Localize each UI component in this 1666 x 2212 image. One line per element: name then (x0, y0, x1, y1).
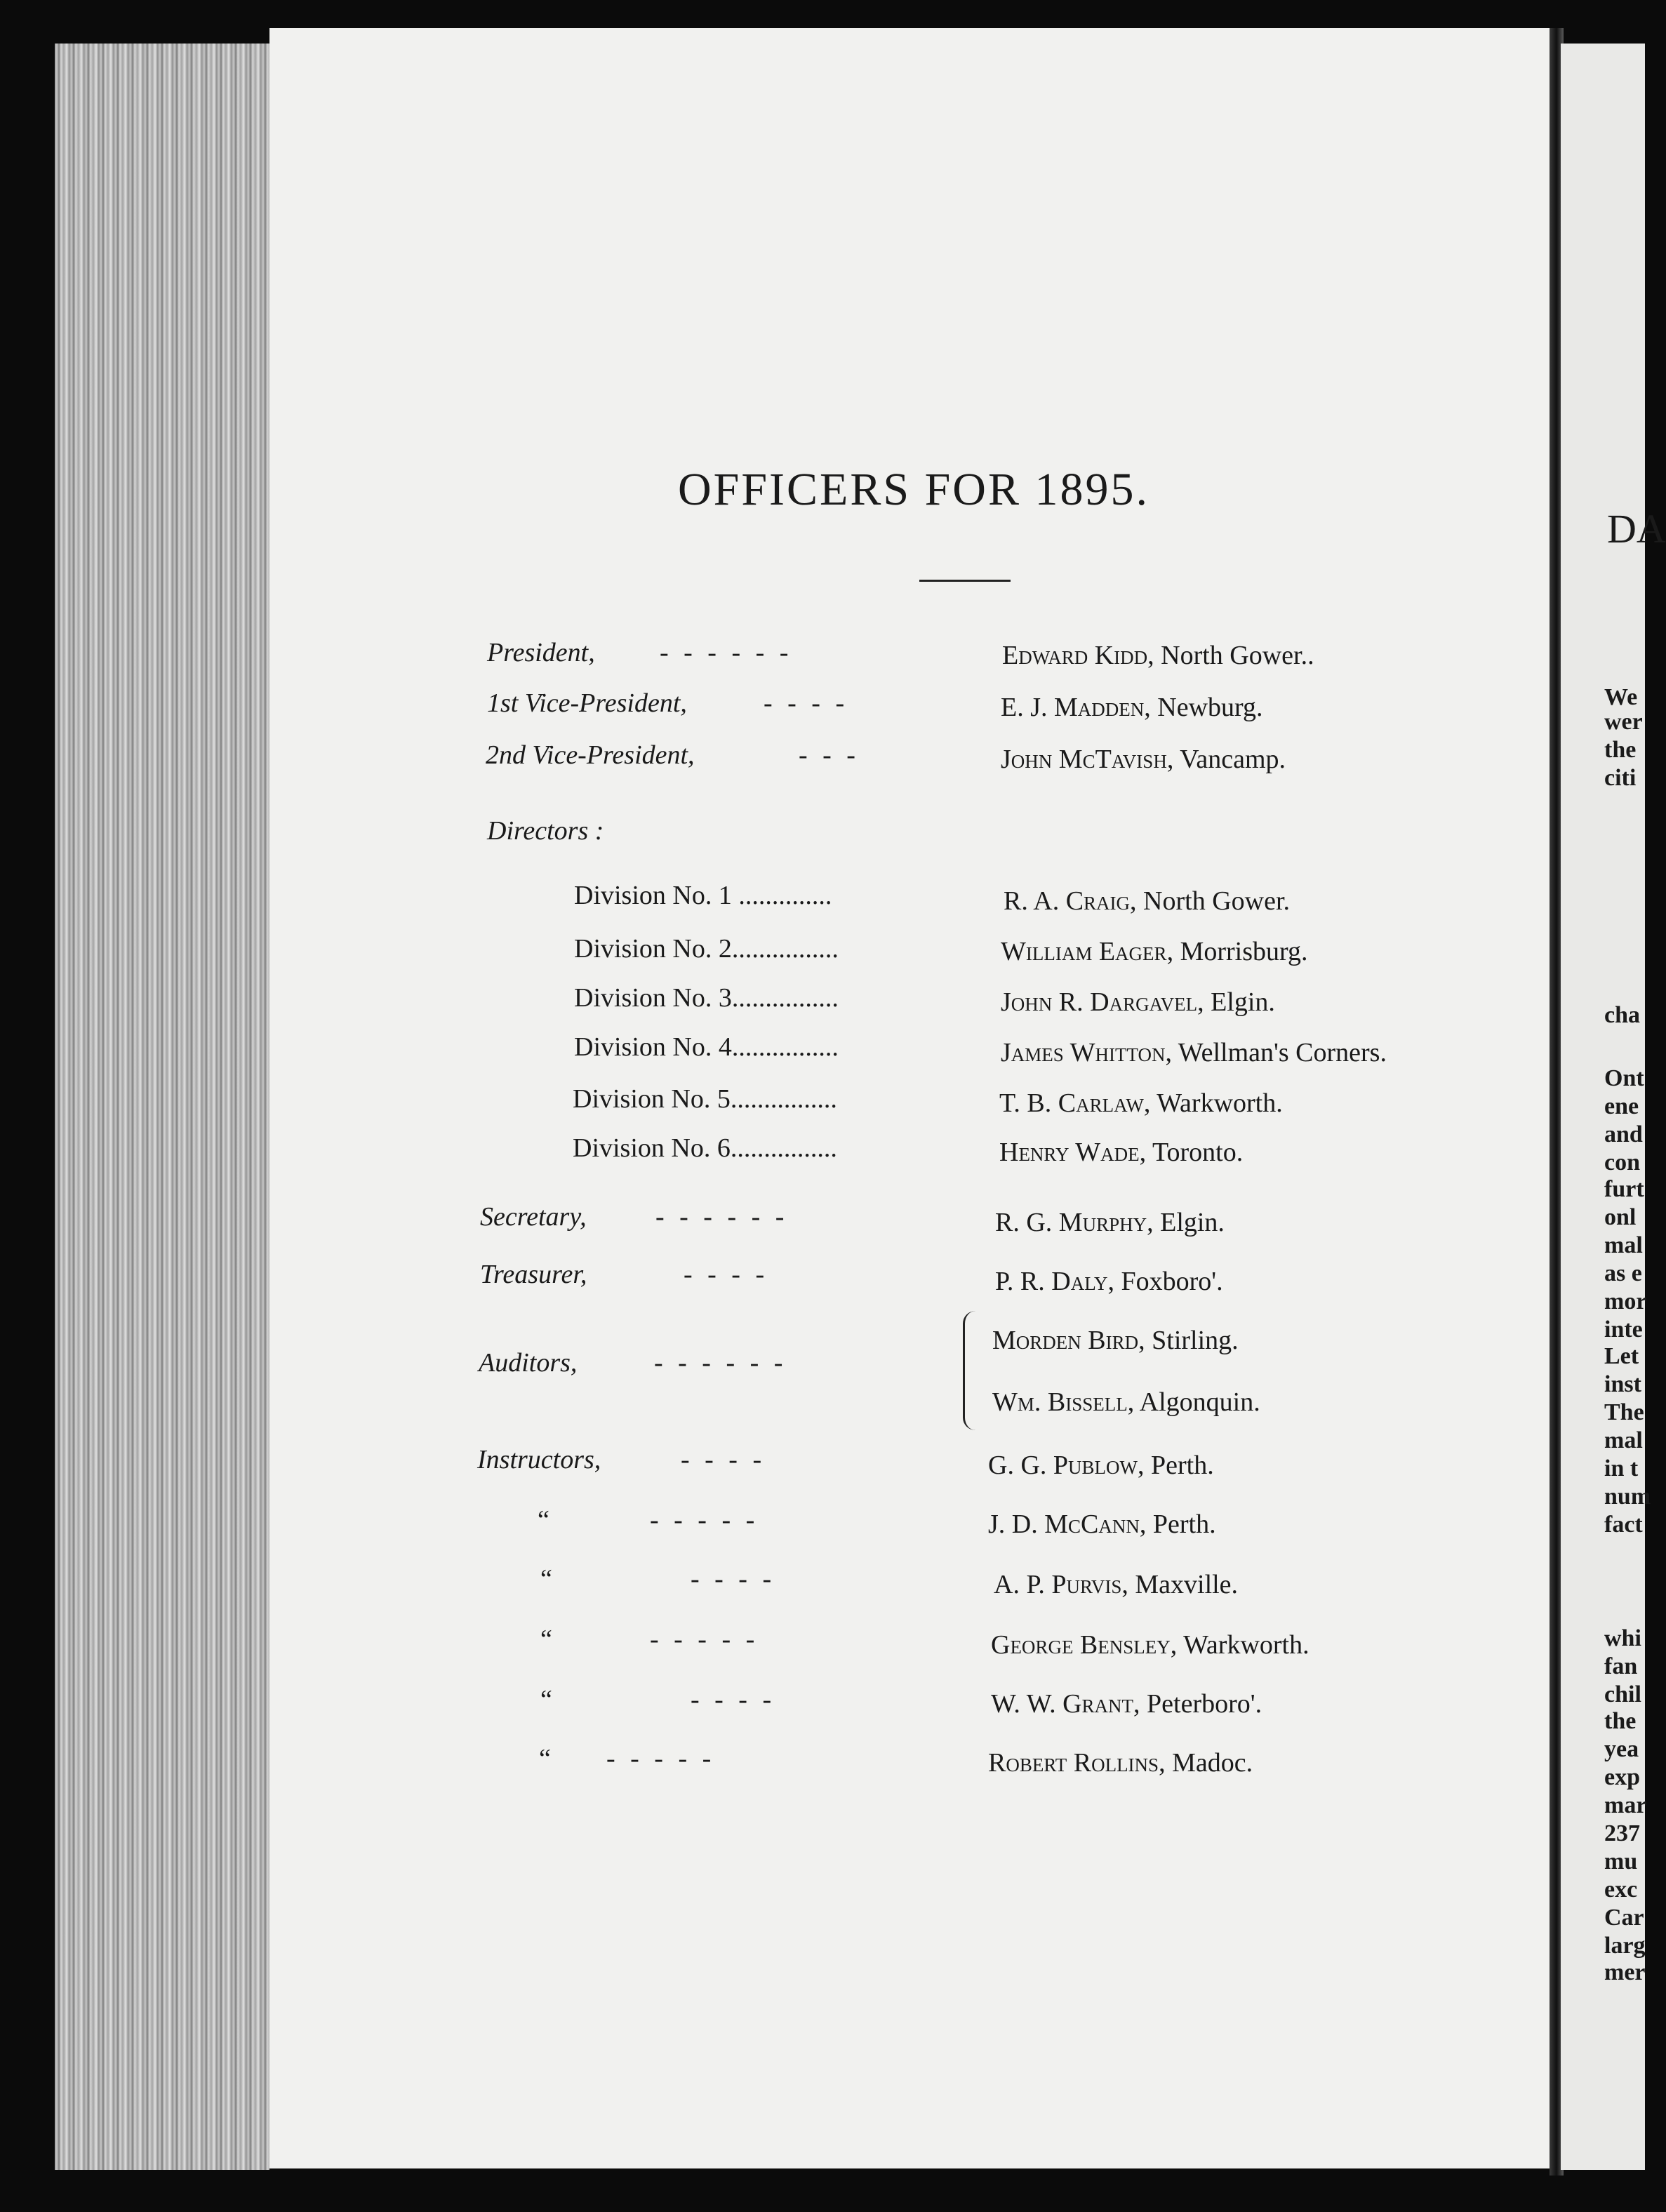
officer-row-secretary (480, 1201, 789, 1232)
leader-dashes: - - - - - (650, 1625, 759, 1654)
leader-dashes: - - - - - (650, 1505, 759, 1535)
facing-page-line: mar (1604, 1792, 1647, 1818)
instructor-name: J. D. McCann, Perth. (988, 1510, 1216, 1539)
role-label: President, (487, 638, 595, 667)
auditor-name: Wm. Bissell, Algonquin. (992, 1387, 1260, 1417)
instructor-row (540, 1624, 759, 1655)
instructor-name: Robert Rollins, Madoc. (988, 1748, 1253, 1778)
director-name: William Eager, Morrisburg. (1001, 937, 1308, 966)
instructor-row (540, 1684, 776, 1715)
director-row: Division No. 2................ (574, 934, 839, 964)
instructor-name: G. G. Publow, Perth. (988, 1451, 1214, 1480)
officer-name: E. J. Madden, Newburg. (1001, 693, 1263, 722)
facing-page-line: onl (1604, 1204, 1637, 1230)
facing-page-line: con (1604, 1150, 1640, 1175)
facing-page-line: in t (1604, 1455, 1639, 1481)
officer-row-president (487, 637, 793, 668)
instructor-name: W. W. Grant, Peterboro'. (991, 1689, 1262, 1719)
director-row: Division No. 5................ (573, 1084, 837, 1114)
facing-page-line: mu (1604, 1848, 1638, 1874)
director-row: Division No. 1 .............. (574, 881, 832, 910)
role-label: 1st Vice-President, (487, 688, 687, 718)
facing-page-line: the (1604, 737, 1637, 763)
instructor-row (540, 1564, 776, 1594)
facing-page-line: chil (1604, 1681, 1641, 1707)
facing-page-line: inst (1604, 1371, 1641, 1397)
leader-dashes: - - - - - - (654, 1348, 787, 1378)
facing-page-line: citi (1604, 765, 1637, 791)
auditor-name: Morden Bird, Stirling. (992, 1326, 1239, 1355)
leader-dashes: - - - - - - (660, 638, 793, 667)
officer-name: Edward Kidd, North Gower.. (1002, 641, 1314, 670)
ditto-mark: “ (539, 1744, 551, 1773)
facing-page-line: as e (1604, 1260, 1642, 1286)
facing-page-line: yea (1604, 1736, 1639, 1762)
facing-page-line: mor (1604, 1288, 1647, 1314)
facing-page-line: Let (1604, 1343, 1639, 1369)
facing-page-line: wer (1604, 709, 1643, 735)
facing-page-line: cha (1604, 1002, 1640, 1028)
ditto-mark: “ (540, 1625, 552, 1654)
leader-dashes: - - - - - (606, 1744, 716, 1773)
facing-page-line: mer (1604, 1959, 1646, 1985)
director-row: Division No. 4................ (574, 1032, 839, 1062)
facing-page-line: exp (1604, 1764, 1640, 1790)
role-label: Auditors, (479, 1348, 578, 1378)
facing-page-title: DA (1607, 506, 1666, 552)
facing-page-line: The (1604, 1399, 1644, 1425)
page-title: OFFICERS FOR 1895. (677, 464, 1149, 515)
director-name: James Whitton, Wellman's Corners. (1001, 1038, 1387, 1067)
facing-page-line: ene (1604, 1093, 1639, 1119)
officer-row-auditors (479, 1347, 787, 1378)
instructor-name: A. P. Purvis, Maxville. (994, 1570, 1239, 1599)
facing-page-line: exc (1604, 1877, 1638, 1903)
officer-name: John McTavish, Vancamp. (1001, 745, 1286, 774)
director-row: Division No. 3................ (574, 983, 839, 1013)
facing-page-line: fan (1604, 1653, 1638, 1679)
officer-name: P. R. Daly, Foxboro'. (995, 1267, 1223, 1296)
facing-page-line: furt (1604, 1176, 1644, 1202)
leader-dashes: - - - - - - (655, 1202, 789, 1232)
facing-page-line: 237 (1604, 1820, 1640, 1846)
leader-dashes: - - - (799, 740, 860, 770)
facing-page-line: Ont (1604, 1065, 1644, 1091)
book-page-edge (55, 44, 269, 2170)
facing-page-line: We (1604, 684, 1638, 710)
role-label: Instructors, (477, 1445, 601, 1474)
facing-page-line: mal (1604, 1232, 1643, 1258)
role-label: Secretary, (480, 1202, 587, 1232)
leader-dashes: - - - - (691, 1564, 776, 1594)
director-name: T. B. Carlaw, Warkworth. (999, 1088, 1283, 1118)
facing-page-line: the (1604, 1708, 1637, 1734)
officer-row-treasurer (480, 1259, 769, 1290)
facing-page-line: num (1604, 1484, 1651, 1510)
director-name: John R. Dargavel, Elgin. (1001, 987, 1275, 1017)
director-row: Division No. 6................ (573, 1133, 837, 1163)
facing-page-line: fact (1604, 1512, 1643, 1538)
instructor-name: George Bensley, Warkworth. (991, 1630, 1310, 1660)
ditto-mark: “ (540, 1564, 552, 1594)
role-label: Treasurer, (480, 1260, 587, 1289)
facing-page-line: and (1604, 1121, 1643, 1147)
officer-row-vice-president-1 (487, 688, 849, 719)
leader-dashes: - - - - (681, 1445, 766, 1474)
leader-dashes: - - - - (684, 1260, 769, 1289)
role-label: 2nd Vice-President, (486, 740, 695, 770)
instructor-row (538, 1505, 759, 1535)
leader-dashes: - - - - (691, 1685, 776, 1714)
facing-page-line: larg (1604, 1933, 1646, 1959)
ditto-mark: “ (540, 1685, 552, 1714)
instructor-row (539, 1743, 716, 1774)
facing-page-line: mal (1604, 1427, 1643, 1453)
director-name: Henry Wade, Toronto. (999, 1138, 1244, 1167)
facing-page-line: whi (1604, 1625, 1641, 1651)
officer-row-vice-president-2 (486, 740, 860, 771)
directors-heading: Directors : (487, 816, 604, 846)
facing-page-line: inte (1604, 1317, 1643, 1342)
director-name: R. A. Craig, North Gower. (1004, 886, 1291, 916)
auditors-brace (963, 1311, 982, 1430)
facing-page-line: Car (1604, 1905, 1644, 1931)
leader-dashes: - - - - (764, 688, 849, 718)
instructor-row (477, 1444, 766, 1475)
document-page (269, 28, 1558, 2168)
title-divider (919, 580, 1011, 582)
officer-name: R. G. Murphy, Elgin. (995, 1208, 1225, 1237)
ditto-mark: “ (538, 1505, 549, 1535)
